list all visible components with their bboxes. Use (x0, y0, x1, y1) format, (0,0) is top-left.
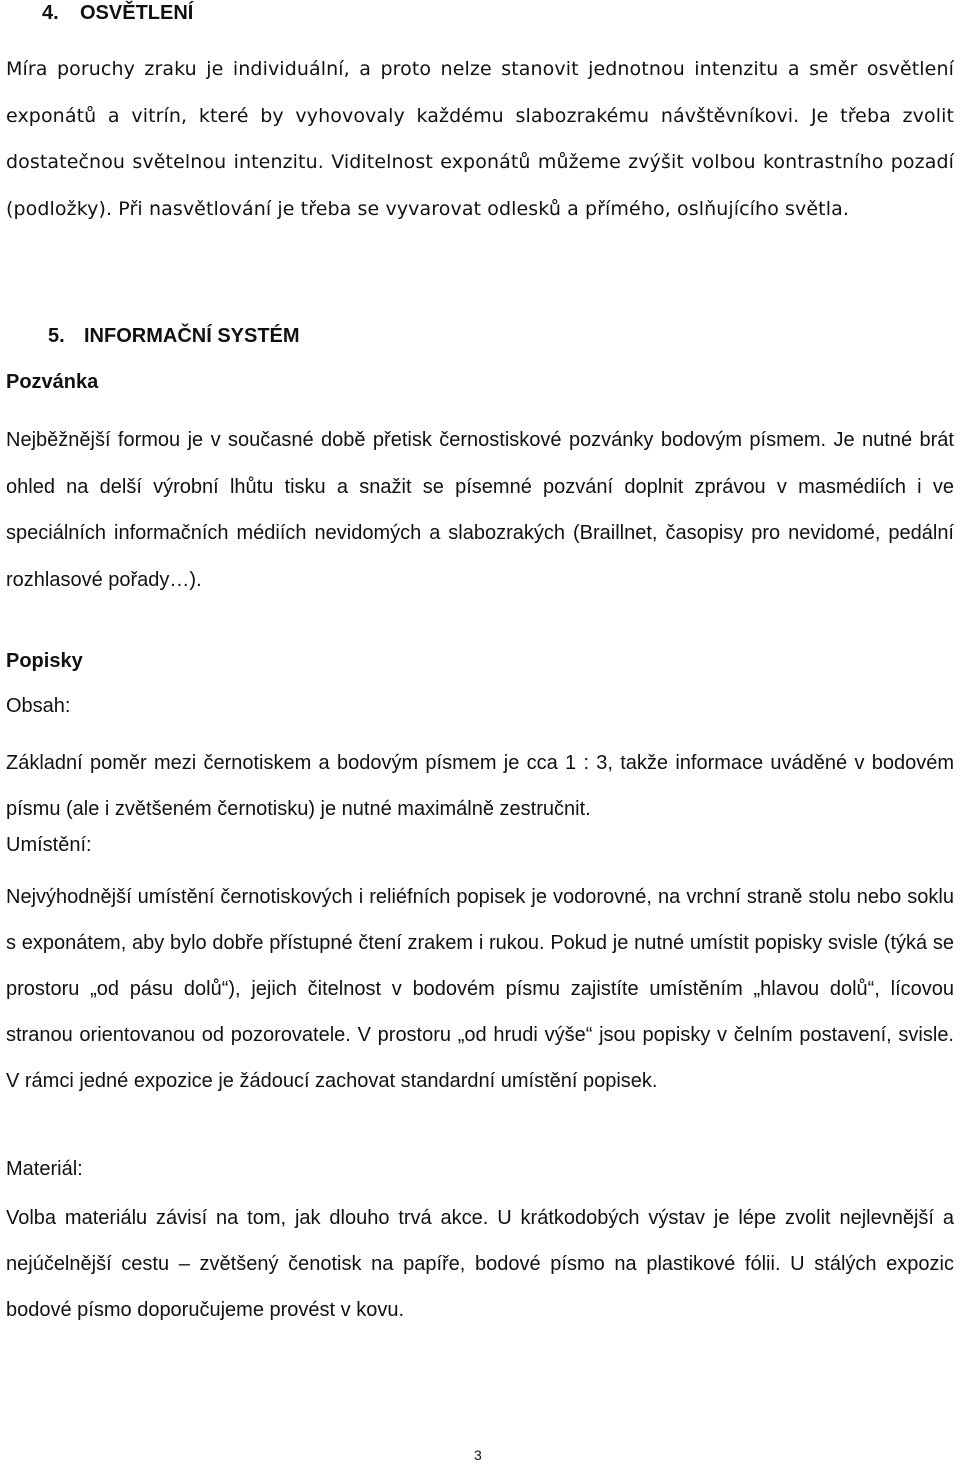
section-4-title: OSVĚTLENÍ (80, 2, 194, 24)
placement-paragraph: Nejvýhodnější umístění černotiskových i reliéfních popisek je vodorovné, na vrchní straně stolu nebo soklu s exponátem, aby bylo dobře přístupné čtení zrakem i rukou. Pokud je nutné umístit popisky svisle (týká se prostoru „od pásu dolů“), jejich čitelnost v bodovém písmu zajistíte umístěním „hlavou dolů“, lícovou stranou orientovanou od pozorovatele. V prostoru „od hrudi výše“ jsou popisky v čelním postavení, svisle. V rámci jedné expozice je žádoucí zachovat standardní umístění popisek. (6, 886, 954, 1092)
section-4-paragraph: Míra poruchy zraku je individuální, a proto nelze stanovit jednotnou intenzitu a směr osvětlení exponátů a vitrín, které by vyhovovaly každému slabozrakému návštěvníkovi. Je třeba zvolit dostatečnou světelnou intenzitu. Viditelnost exponátů můžeme zvýšit volbou kontrastního pozadí (podložky). Při nasvětlování je třeba se vyvarovat odlesků a přímého, oslňujícího světla. (6, 58, 954, 220)
material-paragraph: Volba materiálu závisí na tom, jak dlouho trvá akce. U krátkodobých výstav je lépe zvolit nejlevnější a nejúčelnější cestu – zvětšený čenotisk na papíře, bodové písmo na plastikové fólii. U stálých expozic bodové písmo doporučujeme provést v kovu. (6, 1207, 954, 1321)
labels-heading: Popisky (6, 650, 83, 672)
section-4-heading (42, 2, 193, 25)
content-paragraph: Základní poměr mezi černotiskem a bodovým písmem je cca 1 : 3, takže informace uváděné v bodovém písmu (ale i zvětšeném černotisku) je nutné maximálně zestručnit. (6, 752, 954, 820)
section-5-number: 5. (48, 325, 65, 347)
section-5-heading (48, 325, 300, 348)
invitation-paragraph: Nejběžnější formou je v současné době přetisk černostiskové pozvánky bodovým písmem. Je nutné brát ohled na delší výrobní lhůtu tisku a snažit se písemné pozvání doplnit zprávou v masmédiích i ve speciálních informačních médiích nevidomých a slabozrakých (Braillnet, časopisy pro nevidomé, pedální rozhlasové pořady…). (6, 429, 954, 591)
material-subheading: Materiál: (6, 1158, 83, 1180)
placement-subheading: Umístění: (6, 834, 92, 856)
section-5-title: INFORMAČNÍ SYSTÉM (84, 325, 300, 347)
content-subheading: Obsah: (6, 695, 71, 717)
invitation-heading: Pozvánka (6, 371, 99, 393)
section-4-number: 4. (42, 2, 59, 24)
page-number: 3 (474, 1447, 482, 1463)
